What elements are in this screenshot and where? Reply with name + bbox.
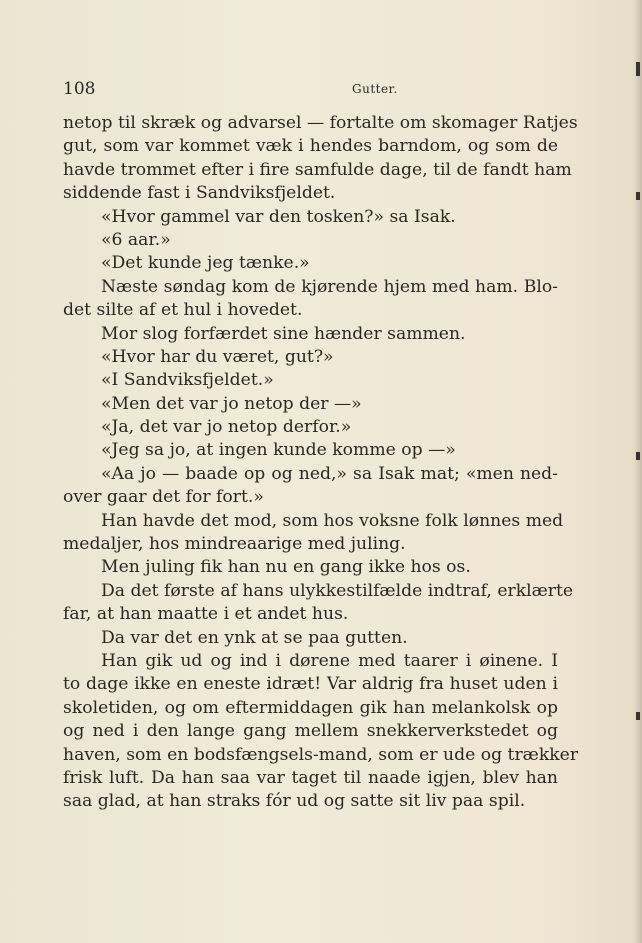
running-head: Gutter. <box>352 82 398 96</box>
text-line: to dage ikke en eneste idræt! Var aldrig fra huset uden i <box>63 674 558 695</box>
text-line: medaljer, hos mindreaarige med juling. <box>63 534 406 555</box>
page-edge-mark <box>636 712 640 720</box>
text-line: og ned i den lange gang mellem snekkerverkstedet og <box>63 721 558 742</box>
page-edge-mark <box>636 62 640 76</box>
text-line: far, at han maatte i et andet hus. <box>63 604 349 625</box>
text-line: Han havde det mod, som hos voksne folk lønnes med <box>101 510 564 531</box>
text-line: gut, som var kommet væk i hendes barndom, og som de <box>63 136 558 157</box>
text-line: Mor slog forfærdet sine hænder sammen. <box>101 323 466 344</box>
text-line: frisk luft. Da han saa var taget til naade igjen, blev han <box>63 767 558 788</box>
text-line: Næste søndag kom de kjørende hjem med ham. Blo- <box>101 276 558 297</box>
page-number: 108 <box>63 79 96 99</box>
text-line: «6 aar.» <box>101 229 171 250</box>
text-line: over gaar det for fort.» <box>63 487 264 508</box>
text-line: «Men det var jo netop der —» <box>101 393 362 414</box>
text-line: «Hvor har du været, gut?» <box>101 346 334 367</box>
text-line: «Hvor gammel var den tosken?» sa Isak. <box>101 206 456 227</box>
text-line: netop til skræk og advarsel — fortalte om skomager Ratjes <box>63 113 578 133</box>
text-line: havde trommet efter i fire samfulde dage, til de fandt ham <box>63 159 572 180</box>
text-line: Men juling fik han nu en gang ikke hos os. <box>101 557 471 578</box>
text-line: siddende fast i Sandviksfjeldet. <box>63 183 336 204</box>
text-line: saa glad, at han straks fór ud og satte sit liv paa spil. <box>63 791 526 812</box>
page-header <box>63 78 563 100</box>
page-edge-shadow <box>634 0 642 943</box>
text-line: Da det første af hans ulykkestilfælde indtraf, erklærte <box>101 580 574 601</box>
text-line: «Det kunde jeg tænke.» <box>101 253 310 274</box>
body-text <box>63 112 579 814</box>
text-line: «Jeg sa jo, at ingen kunde komme op —» <box>101 440 456 461</box>
page-edge-mark <box>636 452 640 460</box>
text-line: «Aa jo — baade op og ned,» sa Isak mat; «men ned- <box>101 463 558 484</box>
text-line: haven, som en bodsfængsels-mand, som er ude og trækker <box>63 744 579 765</box>
page-edge-mark <box>636 192 640 200</box>
text-line: «Ja, det var jo netop derfor.» <box>101 417 352 438</box>
text-line: «I Sandviksfjeldet.» <box>101 370 274 391</box>
text-line: Da var det en ynk at se paa gutten. <box>101 627 408 648</box>
text-line: skoletiden, og om eftermiddagen gik han melankolsk op <box>63 697 558 718</box>
text-line: det silte af et hul i hovedet. <box>63 300 303 321</box>
text-line: Han gik ud og ind i dørene med taarer i øinene. I <box>101 650 558 671</box>
